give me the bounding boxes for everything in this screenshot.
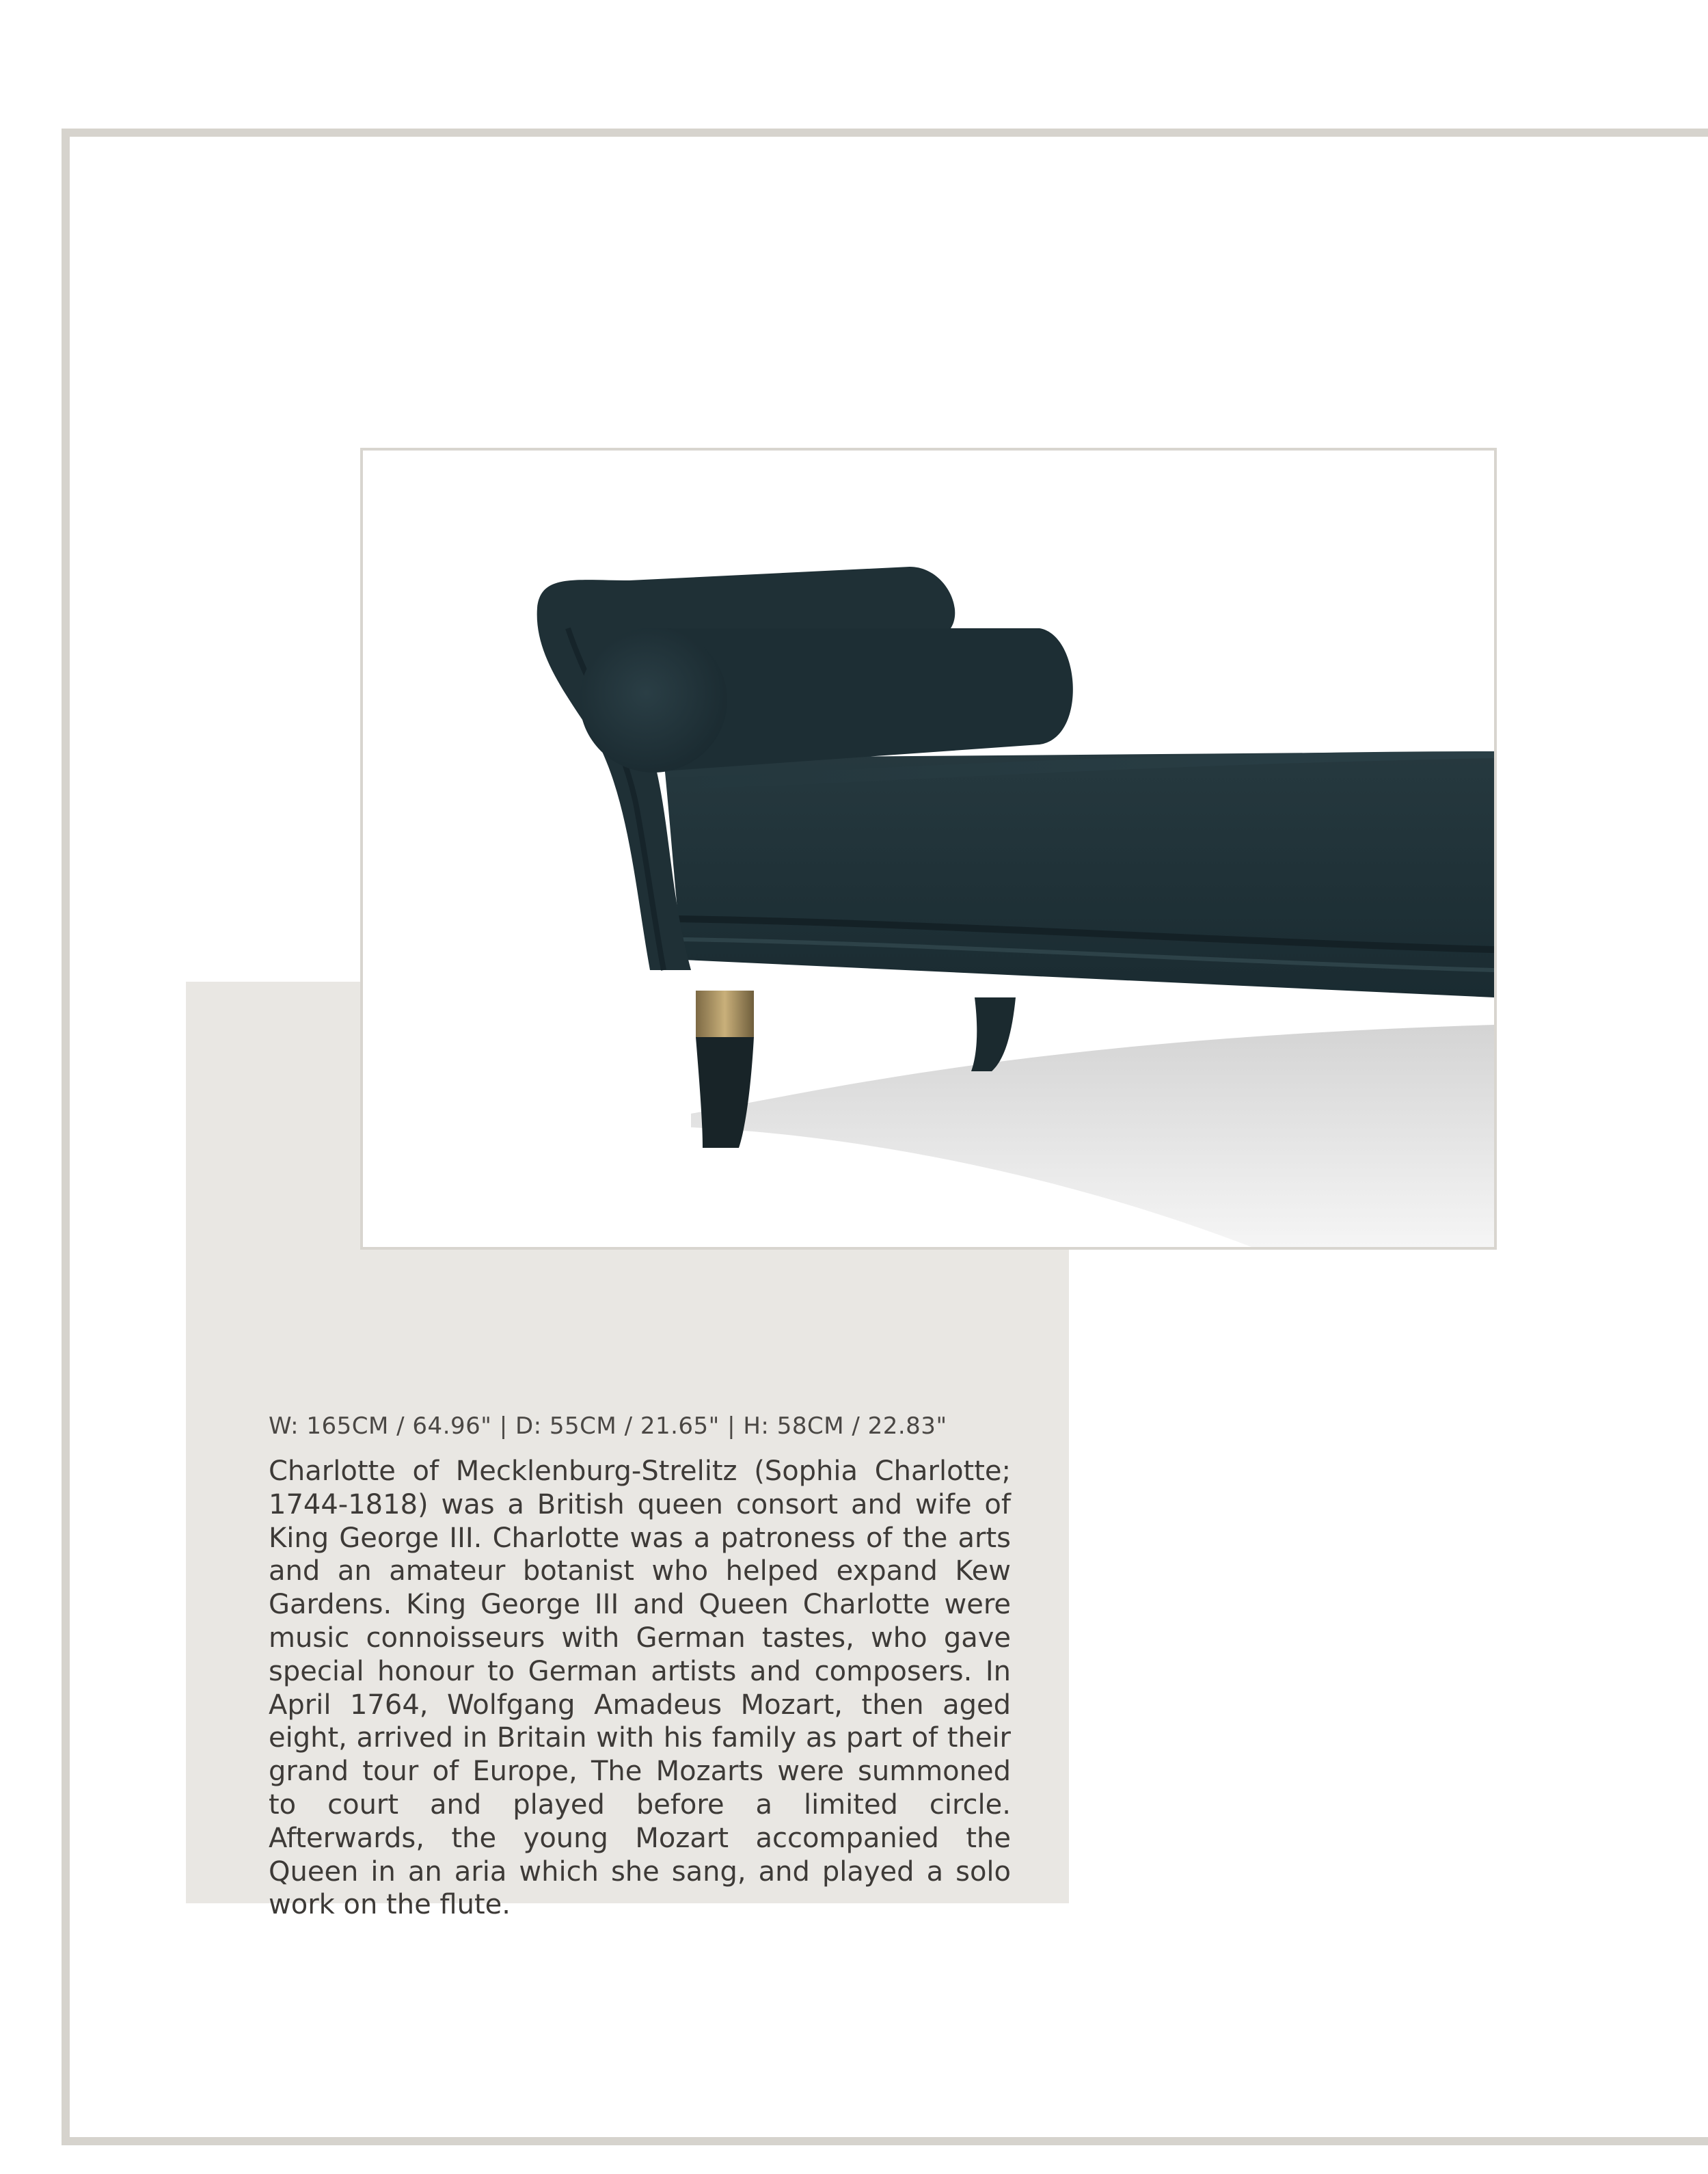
back-leg	[971, 997, 1016, 1071]
product-description: Charlotte of Mecklenburg-Strelitz (Sophia Charlotte; 1744-1818) was a British queen consort and wife of King George III. Charlotte was a patroness of the arts and an amateur botanist who helped expand Kew Gardens. King George III and Queen Charlotte were music connoisseurs with German tastes, who gave special honour to German artists and composers. In April 1764, Wolfgang Amadeus Mozart, then aged eight, arrived in Britain with his family as part of their grand tour of Europe, The Mozarts were summoned to court and played before a limited circle. Afterwards, the young Mozart accompanied the Queen in an aria which she sang, and played a solo work on the flute.	[269, 1455, 1011, 1921]
seat-base	[664, 751, 1494, 997]
bolster-end	[580, 628, 727, 773]
chaise-longue-illustration	[363, 451, 1494, 1247]
front-leg-brass-ferrule	[696, 991, 754, 1037]
front-leg	[696, 1037, 754, 1148]
floor-shadow	[691, 1025, 1494, 1247]
product-image	[360, 448, 1497, 1250]
product-dimensions: W: 165CM / 64.96" | D: 55CM / 21.65" | H: 58CM / 22.83"	[269, 1412, 947, 1440]
